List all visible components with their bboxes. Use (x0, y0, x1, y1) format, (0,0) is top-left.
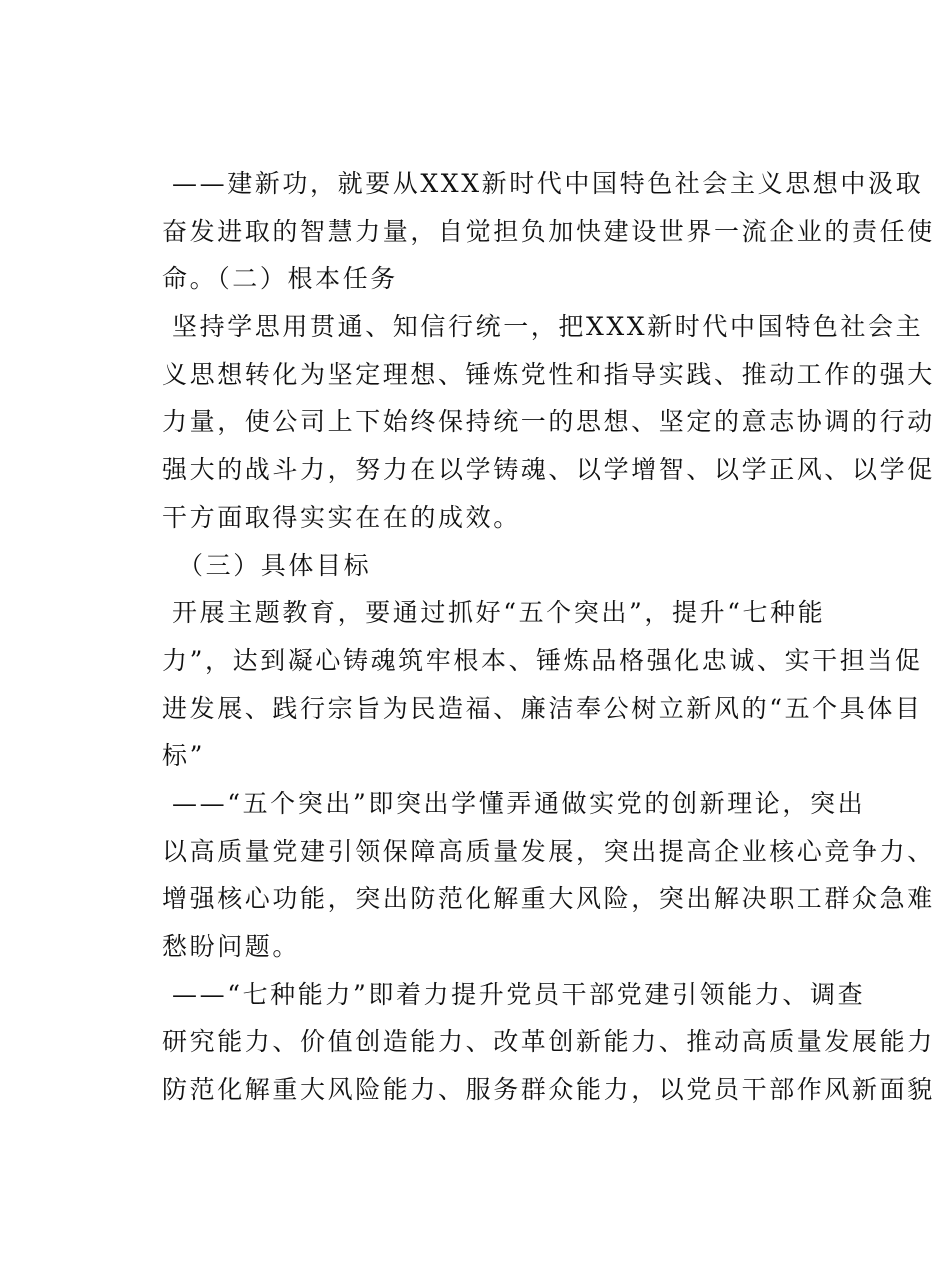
section-heading-line: 命。（二）根本任务 (162, 264, 398, 294)
body-line: 愁盼问题。 (162, 932, 301, 961)
body-line: 干方面取得实实在在的成效。 (162, 502, 521, 532)
body-line: 防范化解重大风险能力、服务群众能力，以党员干部作风新面貌 (162, 1075, 935, 1105)
body-line: 力量，使公司上下始终保持统一的思想、坚定的意志协调的行动 (162, 407, 935, 437)
document-body (162, 160, 935, 1114)
body-line: 标” (162, 741, 205, 771)
body-line: 强大的战斗力，努力在以学铸魂、以学增智、以学正风、以学促 (162, 455, 935, 485)
body-line: 义思想转化为坚定理想、锤炼党性和指导实践、推动工作的强大 (162, 359, 935, 389)
body-line: 开展主题教育，要通过抓好“五个突出”，提升“七种能 (172, 598, 826, 628)
body-line: 进发展、践行宗旨为民造福、廉洁奉公树立新风的“五个具体目 (162, 693, 923, 723)
body-line: 坚持学思用贯通、知信行统一，把XXX新时代中国特色社会主 (172, 312, 924, 342)
body-line: 以高质量党建引领保障高质量发展，突出提高企业核心竞争力、 (162, 836, 935, 866)
body-line: ——“五个突出”即突出学懂弄通做实党的创新理论，突出 (172, 788, 866, 818)
body-line: ——建新功，就要从XXX新时代中国特色社会主义思想中汲取 (172, 169, 924, 198)
body-line: 力”，达到凝心铸魂筑牢根本、锤炼品格强化忠诚、实干担当促 (162, 645, 923, 675)
body-line: 增强核心功能，突出防范化解重大风险，突出解决职工群众急难 (162, 884, 935, 914)
section-heading: （三）具体目标 (178, 550, 372, 580)
body-line: ——“七种能力”即着力提升党员干部党建引领能力、调查 (172, 979, 866, 1009)
body-line: 研究能力、价值创造能力、改革创新能力、推动高质量发展能力 (162, 1027, 935, 1057)
body-line: 奋发进取的智慧力量，自觉担负加快建设世界一流企业的责任使 (162, 216, 935, 246)
